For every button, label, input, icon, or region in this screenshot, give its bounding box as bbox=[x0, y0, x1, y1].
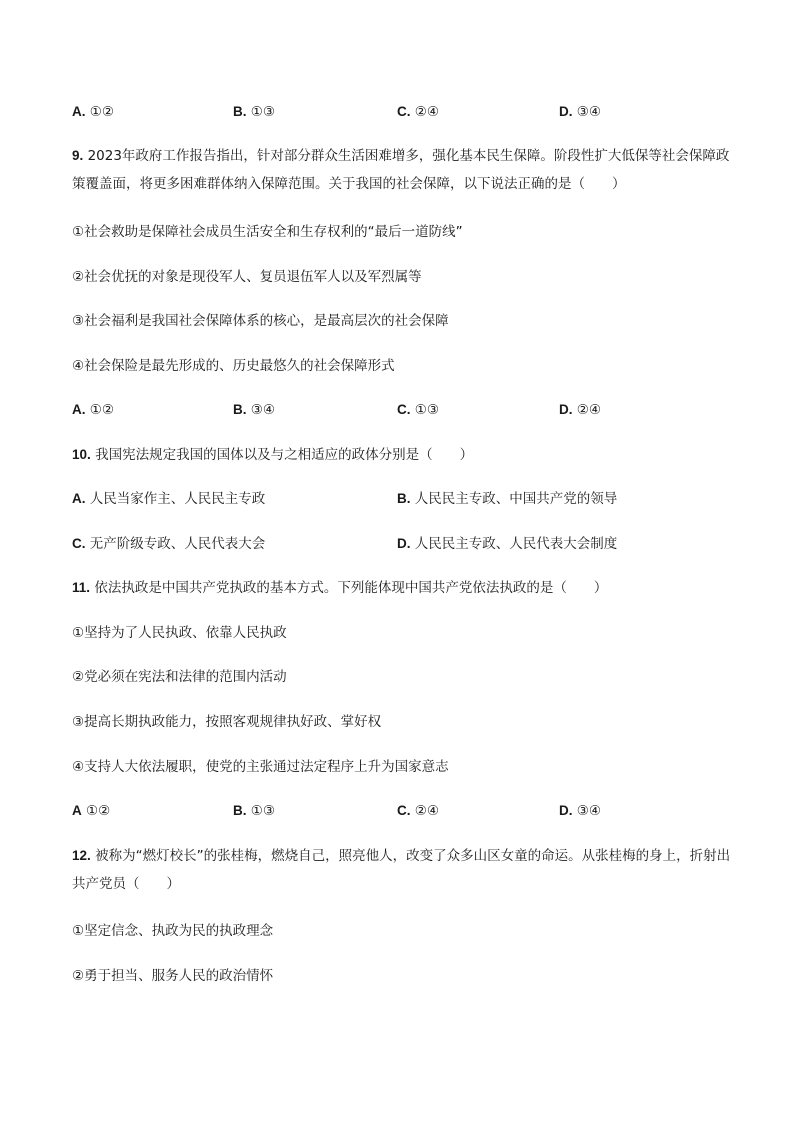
option-d[interactable]: D. ②④ bbox=[559, 402, 602, 418]
question-12-stem: 12. 被称为“燃灯校长”的张桂梅，燃烧自己，照亮他人，改变了众多山区女童的命运。从张桂梅的身上，折射出共产党员（ ） bbox=[72, 848, 731, 892]
question-11-statement-3: ③提高长期执政能力，按照客观规律执好政、掌好权 bbox=[72, 714, 382, 730]
question-10-stem: 10. 我国宪法规定我国的国体以及与之相适应的政体分别是（ ） bbox=[72, 447, 474, 463]
question-11-statement-1: ①坚持为了人民执政、依靠人民执政 bbox=[72, 625, 287, 641]
option-b[interactable]: B. ①③ bbox=[233, 104, 276, 120]
question-12-statement-1: ①坚定信念、执政为民的执政理念 bbox=[72, 923, 274, 939]
option-c[interactable]: C. ②④ bbox=[397, 104, 440, 120]
question-9-statement-4: ④社会保险是最先形成的、历史最悠久的社会保障形式 bbox=[72, 358, 395, 374]
option-b[interactable]: B. ③④ bbox=[233, 402, 276, 418]
option-b[interactable]: B. ①③ bbox=[233, 803, 276, 819]
question-11-options bbox=[72, 802, 732, 820]
option-d[interactable]: D. ③④ bbox=[559, 803, 602, 819]
question-11-statement-4: ④支持人大依法履职，使党的主张通过法定程序上升为国家意志 bbox=[72, 759, 449, 775]
question-10-options-row-2 bbox=[72, 535, 732, 553]
question-10-options-row-1 bbox=[72, 490, 732, 508]
question-11-stem: 11. 依法执政是中国共产党执政的基本方式。下列能体现中国共产党依法执政的是（ ） bbox=[72, 580, 608, 596]
option-b[interactable]: B. 人民民主专政、中国共产党的领导 bbox=[397, 491, 618, 507]
option-c[interactable]: C. ①③ bbox=[397, 402, 440, 418]
question-9-stem: 9. 2023年政府工作报告指出，针对部分群众生活困难增多，强化基本民生保障。阶段性扩大低保等社会保障政策覆盖面，将更多困难群体纳入保障范围。关于我国的社会保障，以下说法正确的是（ ） bbox=[72, 148, 730, 192]
option-a[interactable]: A. ①② bbox=[72, 402, 115, 418]
question-11-statement-2: ②党必须在宪法和法律的范围内活动 bbox=[72, 669, 287, 685]
option-d[interactable]: D. 人民民主专政、人民代表大会制度 bbox=[397, 536, 618, 552]
question-12-statement-2: ②勇于担当、服务人民的政治情怀 bbox=[72, 968, 274, 984]
option-d[interactable]: D. ③④ bbox=[559, 104, 602, 120]
question-9-statement-3: ③社会福利是我国社会保障体系的核心，是最高层次的社会保障 bbox=[72, 313, 449, 329]
option-a[interactable]: A ①② bbox=[72, 803, 111, 819]
option-a[interactable]: A. 人民当家作主、人民民主专政 bbox=[72, 491, 266, 507]
question-9-options bbox=[72, 401, 732, 419]
option-c[interactable]: C. ②④ bbox=[397, 803, 440, 819]
question-9-statement-1: ①社会救助是保障社会成员生活安全和生存权利的“最后一道防线” bbox=[72, 224, 463, 240]
option-a[interactable]: A. ①② bbox=[72, 104, 115, 120]
question-9-statement-2: ②社会优抚的对象是现役军人、复员退伍军人以及军烈属等 bbox=[72, 269, 422, 285]
prev-question-options bbox=[72, 103, 732, 121]
option-c[interactable]: C. 无产阶级专政、人民代表大会 bbox=[72, 536, 266, 552]
